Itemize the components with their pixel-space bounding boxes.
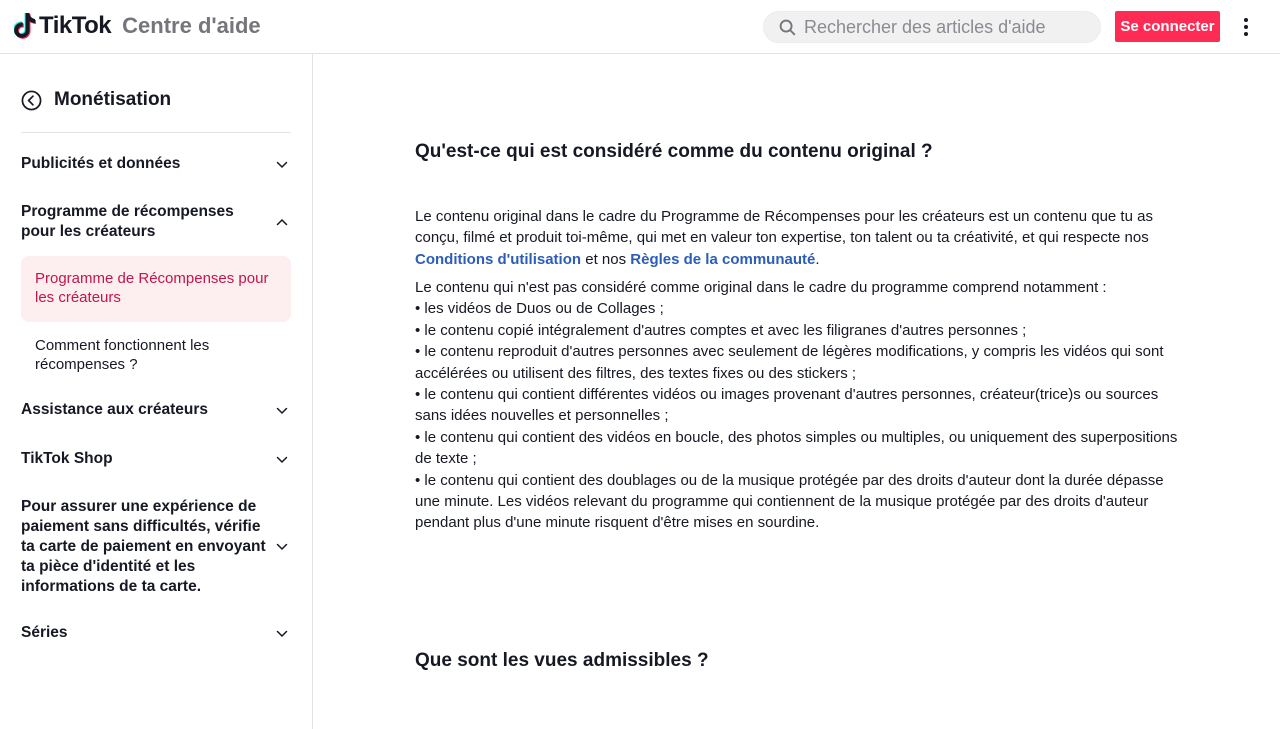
- brand-name: TikTok: [39, 12, 112, 39]
- search-input[interactable]: [804, 17, 1094, 38]
- sidebar-item-label: Séries: [21, 624, 68, 641]
- paragraph-text: Le contenu original dans le cadre du Programme de Récompenses pour les créateurs est un contenu que tu as conçu, filmé et produit toi-même, qui met en valeur ton expertise, ton talent ou ta créativité, et qui respecte nos: [415, 208, 1153, 247]
- sidebar-item-creator-support[interactable]: [21, 400, 291, 420]
- sidebar-subitem-how-rewards-work[interactable]: Comment fonctionnent les récompenses ?: [35, 337, 210, 373]
- search-bar[interactable]: [763, 11, 1101, 43]
- community-guidelines-link[interactable]: Règles de la communauté: [630, 250, 816, 268]
- sidebar: [0, 54, 313, 729]
- list-intro: Le contenu qui n'est pas considéré comme original dans le cadre du programme comprend notamment :: [415, 279, 1107, 296]
- back-arrow-icon: [21, 90, 42, 111]
- chevron-down-icon: [276, 161, 288, 169]
- list-item: • le contenu qui contient des vidéos en boucle, des photos simples ou multiples, ou uniquement des superpositions de texte ;: [415, 428, 1178, 468]
- chevron-down-icon: [276, 407, 288, 415]
- chevron-down-icon: [276, 630, 288, 638]
- sidebar-item-label: Assistance aux créateurs: [21, 401, 208, 418]
- login-button[interactable]: Se connecter: [1115, 11, 1220, 42]
- bullet-list: [415, 298, 1185, 533]
- search-icon: [779, 19, 796, 36]
- chevron-down-icon: [276, 456, 288, 464]
- tiktok-logo[interactable]: [14, 12, 261, 40]
- divider: [21, 132, 291, 133]
- section-heading-original-content: Qu'est-ce qui est considéré comme du contenu original ?: [415, 141, 933, 162]
- more-options-icon[interactable]: [1236, 15, 1256, 39]
- paragraph-non-original-list: [415, 277, 1185, 534]
- list-item: • le contenu reproduit d'autres personnes avec seulement de légères modifications, y compris les vidéos qui sont accélérées ou utilisent des filtres, des textes fixes ou des stickers ;: [415, 343, 1164, 382]
- sidebar-item-tiktok-shop[interactable]: [21, 449, 291, 469]
- sidebar-item-label: TikTok Shop: [21, 450, 113, 467]
- sidebar-subitem-rewards-program-active[interactable]: Programme de Récompenses pour les créateurs: [21, 256, 291, 322]
- help-center-title: Centre d'aide: [122, 13, 261, 38]
- sidebar-item-rewards-program[interactable]: [21, 202, 291, 242]
- section-heading-eligible-views: Que sont les vues admissibles ?: [415, 650, 709, 671]
- list-item: • le contenu copié intégralement d'autres comptes et avec les filigranes d'autres personnes ;: [415, 321, 1027, 339]
- list-item: • le contenu qui contient différentes vidéos ou images provenant d'autres personnes, créateur(trice)s ou sources sans idées nouvelles et personnelles ;: [415, 386, 1159, 425]
- sidebar-back[interactable]: [21, 89, 171, 111]
- terms-of-use-link[interactable]: Conditions d'utilisation: [415, 250, 582, 268]
- sidebar-item-label: Pour assurer une expérience de paiement sans difficultés, vérifie ta carte de paiement en envoyant ta pièce d'identité et les informations de ta carte.: [21, 498, 266, 595]
- paragraph-original-definition: [415, 206, 1185, 270]
- sidebar-item-label: Publicités et données: [21, 155, 181, 172]
- article-content: [314, 54, 1280, 729]
- sidebar-title: Monétisation: [54, 89, 172, 110]
- sidebar-item-label: Programme de récompenses pour les créateurs: [21, 203, 234, 240]
- list-item: • les vidéos de Duos ou de Collages ;: [415, 300, 664, 318]
- paragraph-text: .: [815, 250, 820, 268]
- tiktok-logo-icon: [14, 13, 36, 39]
- paragraph-text: et nos: [581, 250, 631, 268]
- sidebar-item-series[interactable]: [21, 623, 291, 643]
- list-item: • le contenu qui contient des doublages ou de la musique protégée par des droits d'auteur dont la durée dépasse une minute. Les vidéos relevant du programme qui contiennent de la musique protégée par des droits d'auteur pendant plus d'une minute risquent d'être mises en sourdine.: [415, 471, 1164, 532]
- chevron-up-icon: [276, 218, 288, 226]
- sidebar-item-payment-verification[interactable]: [21, 497, 291, 597]
- sidebar-item-ads-data[interactable]: [21, 154, 291, 174]
- chevron-down-icon: [276, 543, 288, 551]
- top-header: [0, 0, 1280, 54]
